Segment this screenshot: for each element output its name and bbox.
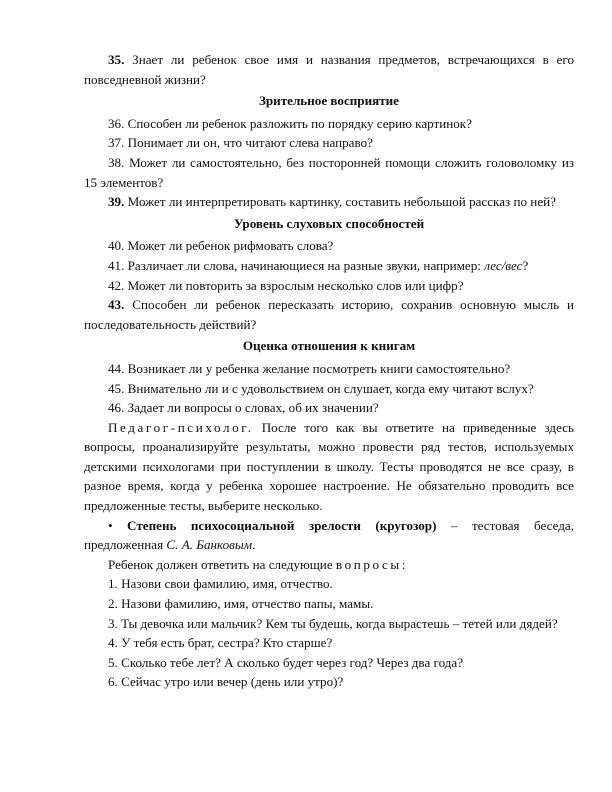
question-42: 42. Может ли повторить за взрослым несколько слов или цифр? — [108, 277, 464, 293]
question-39 — [84, 192, 574, 212]
psychologist-text: После того как вы ответите на приведенные здесь вопросы, проанализируйте результаты, можно провести ряд тестов, используемых детскими психологами при поступлении в школу. Тесты проводятся не все сразу, в разное время, когда у ребенка хорошее настроение. Не обязательно проводить все предложенные тесты, выберите несколько. — [84, 419, 574, 514]
intro-text: Ребенок должен ответить на следующие — [108, 556, 336, 572]
bullet-icon: • — [108, 517, 113, 533]
child-question-2: 2. Назови фамилию, имя, отчество папы, мамы. — [108, 596, 374, 612]
question-end: ? — [522, 257, 529, 273]
test-name: Степень психосоциальной зрелости (кругозор) — [112, 517, 437, 533]
question-43 — [84, 295, 574, 334]
question-46: 46. Задает ли вопросы о словах, об их значении? — [108, 400, 379, 416]
question-text: Знает ли ребенок свое имя и названия предметов, встречающихся в его повседневной жизни? — [84, 52, 574, 87]
question-37: 37. Понимает ли он, что читают слева направо? — [108, 135, 373, 151]
question-number: 39. — [108, 194, 125, 210]
section-heading-books: Оценка отношения к книгам — [242, 338, 416, 354]
section-heading-hearing: Уровень слуховых способностей — [233, 215, 425, 231]
intro-end: : — [401, 556, 406, 572]
question-44: 44. Возникает ли у ребенка желание посмотреть книги самостоятельно? — [108, 360, 511, 376]
question-number: 35. — [108, 52, 125, 67]
question-45: 45. Внимательно ли и с удовольствием он слушает, когда ему читают вслух? — [108, 380, 534, 396]
psychologist-lead: Педагог-психолог. — [108, 419, 254, 435]
test-end: . — [252, 537, 256, 553]
question-38: 38. Может ли самостоятельно, без посторонней помощи сложить головоломку из 15 элементов? — [84, 154, 574, 190]
question-36: 36. Способен ли ребенок разложить по порядку серию картинок? — [108, 115, 472, 131]
question-35 — [84, 50, 574, 89]
question-text: Может ли интерпретировать картинку, составить небольшой рассказ по ней? — [124, 194, 556, 210]
intro-spaced-word: вопросы — [335, 556, 402, 572]
section-heading-visual: Зрительное восприятие — [258, 93, 399, 109]
question-41 — [84, 256, 574, 276]
child-question-5: 5. Сколько тебе лет? А сколько будет через год? Через два года? — [108, 654, 464, 670]
question-text: Способен ли ребенок пересказать историю, сохранив основную мысль и последовательность действий? — [84, 297, 574, 332]
questions-intro — [84, 555, 574, 575]
question-text: 41. Различает ли слова, начинающиеся на разные звуки, например: — [108, 257, 485, 273]
example-words: лес/вес — [484, 257, 523, 273]
child-question-4: 4. У тебя есть брат, сестра? Кто старше? — [108, 635, 333, 651]
psychologist-paragraph — [84, 418, 574, 516]
child-question-6: 6. Сейчас утро или вечер (день или утро)? — [108, 674, 344, 690]
child-question-3: 3. Ты девочка или мальчик? Кем ты будешь, когда вырастешь – тетей или дядей? — [108, 615, 558, 631]
question-40: 40. Может ли ребенок рифмовать слова? — [108, 238, 334, 254]
question-number: 43. — [108, 297, 125, 313]
test-author: С. А. Банковым — [166, 537, 253, 553]
test-description: – тестовая беседа, предложенная — [84, 517, 575, 553]
child-question-1: 1. Назови свои фамилию, имя, отчество. — [108, 576, 333, 592]
test-bullet — [84, 516, 574, 555]
